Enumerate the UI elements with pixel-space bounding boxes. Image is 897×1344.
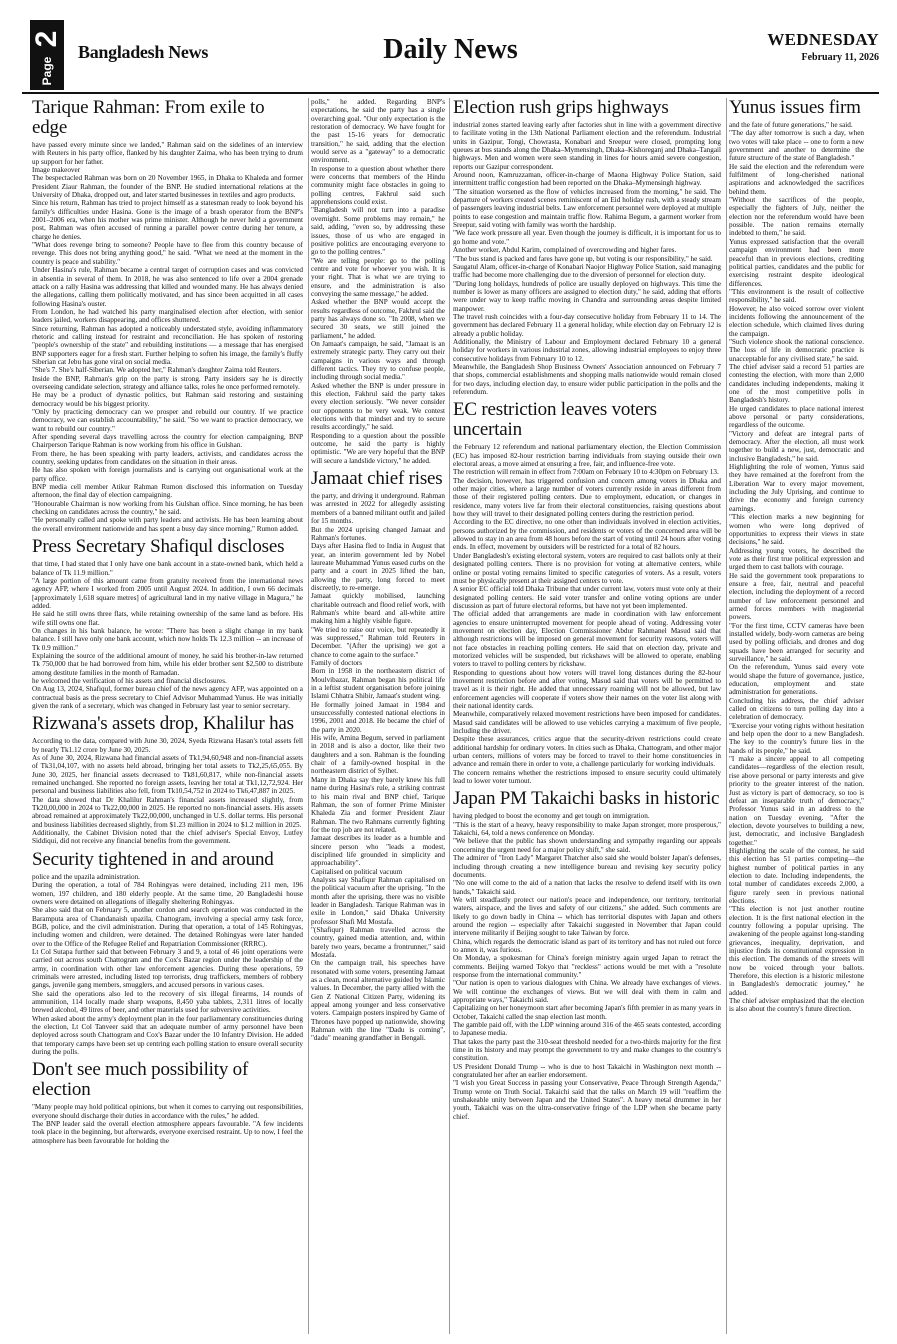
column-divider [726,98,727,1334]
article-paragraph: The decision, however, has triggered confusion and concern among voters in Dhaka and other major cities, where a large number of voters currently reside in areas different from those of their registered polling centers. Due to employment, education, or changes in residence, many voters live far from their electoral constituencies, raising questions about how they will travel to their designated polling centers during the restriction period. [453,476,721,519]
page-label: Page [40,56,54,86]
column-divider [449,98,450,1334]
article-paragraph: Since his return, Rahman has tried to project himself as a statesman ready to look beyond his family's difficulties under Hasina. Gone is the image of a brash operator from the BNP's 2001–2006 era, when his mother was prime minister. Although he never held a government post, Rahman was often accused of running a parallel power centre during her tenure, a charge he denies. [32,199,303,241]
article [32,98,303,533]
article-paragraph: Yunus expressed satisfaction that the overall campaign environment had been more peaceful than in previous elections, crediting political parties, candidates and the public for exercising restraint despite ideological differences. [729,237,864,288]
article-paragraph: Concluding his address, the chief adviser called on citizens to turn polling day into a celebration of democracy. [729,696,864,722]
article-paragraph: He said the government took preparations to ensure a free, fair, neutral and peaceful election, including the deployment of a record number of law enforcement personnel and armed forces members with magisterial powers. [729,571,864,622]
article-paragraph: Since returning, Rahman has adopted a noticeably understated style, avoiding inflammatory rhetoric and calling instead for restraint and reconciliation. He has spoken of restoring "people's ownership of the state" and rebuilding institutions — a message that has energised BNP supporters eager for a fresh start. Further helping to soften his image, the family's fluffy Siberian cat Jebu has gone viral on social media. [32,324,303,366]
dateline-date: February 11, 2026 [801,52,879,63]
newspaper-title: Daily News [383,34,518,65]
article-paragraph: The BNP leader said the overall election atmosphere appears favourable. "A few incidents took place in the beginning, but afterwards, everyone exercised restraint. Up to now, I feel the atmosphere has been favourable for holding the [32,1120,303,1145]
article-paragraph: Under Bangladesh's existing electoral system, voters are required to cast ballots only at their designated polling centers. There is no provision for voting at alternative centers, while online or postal voting remains limited to specific categories of voters. As a result, voters must be physically present at their assigned centers to vote. [453,551,721,585]
article-paragraph: and the fate of future generations," he said. [729,121,853,129]
article-paragraph: he welcomed the verification of his assets and financial disclosures. [32,676,227,685]
article-paragraph: "No one will come to the aid of a nation that lacks the resolve to defend itself with its own hands," Takaichi said. [453,879,721,896]
article-paragraph: "Without the sacrifices of the people, especially the fighters of July, neither the election nor the referendum would have been possible. The nation remains eternally indebted to them," he said. [729,196,864,238]
article [453,400,721,785]
article-paragraph: Another worker, Abdul Karim, complained of overcrowding and higher fares. [453,246,677,255]
article-paragraph: He said he still owns three flats, while retaining ownership of the same land as before. His wife still owns one flat. [32,610,303,627]
article-paragraph: That takes the party past the 310-seat threshold needed for a two-thirds majority for the first time in its history and may prompt the government to try and make changes to the country's constitution. [453,1037,721,1063]
article-paragraph: On the referendum, Yunus said every vote would shape the future of governance, justice, education, employment and state administration for generations. [729,663,864,697]
article-paragraph: "This election marks a new beginning for women who were long deprived of opportunities to express their views in state decisions," he said. [729,513,864,547]
brand-name: Bangladesh News [78,42,209,62]
article-paragraph: "The situation worsened as the flow of vehicles increased from the morning," he said. The departure of workers created scenes reminiscent of an Eid holiday rush, with a steady stream of passengers leaving industrial belts. Law enforcement personnel were deployed at multiple points to ease congestion and maintain traffic flow. Rahima Begum, a garment worker from Sreepur, said voting with family was worth the hardship. [453,187,721,230]
article-paragraph: "Honourable Chairman is now working from his Gulshan office. Since morning, he has been checking on candidates across the country," he said. [32,499,303,517]
article-paragraph: According to the data, compared with June 30, 2024, Syeda Rizwana Hasan's total assets fell by nearly Tk1.12 crore by June 30, 2025. [32,737,303,754]
article-paragraph: "For the first time, CCTV cameras have been installed widely, body-worn cameras are being used by polling officials, and drones and dog squads have been arranged for security and surveillance," he said. [729,621,864,663]
article-paragraph: However, he also voiced sorrow over violent incidents following the announcement of the election schedule, which claimed lives during the campaign. [729,304,864,338]
article-paragraph: On Aug 13, 2024, Shafiqul, former bureau chief of the news agency AFP, was appointed on a contractual basis as the press secretary to Chief Advisor Muhammad Yunus. He was initially given the rank of a secretary, which was changed in February last year to senior secretary. [32,685,303,710]
article-paragraph: the party, and driving it underground. Rahman was arrested in 2022 for allegedly assisting members of a banned militant outfit and jailed for 15 months. [311,492,445,526]
article-headline: Press Secretary Shafiqul discloses [32,536,285,558]
article-paragraph: The official added that arrangements are made in coordination with law enforcement agencies to ensure uninterrupted movement for people ahead of voting. Addressing voter movement on election day, Election Commissioner Abdur Rahmanel Masud said that although restrictions will be imposed on general movement for security reasons, voters will not face obstacles in reaching polling centers. He said that on election day, private and motorized vehicles will be suspended, but rickshaws will be allowed to operate, enabling voters to travel to polling centers by rickshaw. [453,610,721,669]
article-paragraph: "We tried to raise our voice, but repeatedly it was suppressed," Rahman told Reuters in December. "(After the uprising) we got a chance to come again to the surface." [311,625,445,659]
masthead-rule [22,92,879,94]
article-headline: Security tightened in and around [32,848,274,870]
column-4 [729,98,864,1336]
article-headline: Japan PM Takaichi basks in historic [453,788,720,810]
article-paragraph: Responding to questions about how voters will travel long distances during the 82-hour movement restriction before and after voting, Masud said that voters will be permitted to travel as it is their right. He added that unnecessary roaming will not be allowed, but law enforcement agencies will cooperate if voters show their names on the voter list along with their national identity cards. [453,668,721,710]
article-paragraph: "We are telling people: go to the polling centre and vote for whoever you wish. It is your right. That is what we are trying to ensure, and the administration is also conveying the same message," he added. [311,256,445,298]
article-paragraph: "Only by practicing democracy can we prosper and rebuild our country. If we practice democracy, we can establish accountability," he said. "So we want to practice democracy, we want to rebuild our country." [32,408,303,433]
article-paragraph: Jamaat quickly mobilised, launching charitable outreach and flood relief work, with Rahman's white beard and all-white attire making him a highly visible figure. [311,592,445,626]
article-paragraph: The data showed that Dr Khalilur Rahman's financial assets increased slightly, from Tk20,00,000 in 2024 to Tk22,00,000 in 2025. He reported no non-financial assets. His assets abroad remained at approximately Tk22,00,000, unchanged in U.S. dollar terms. His personal and business liabilities decreased slightly, from $1.23 million in 2024 to $1.2 million in 2025. [32,795,303,829]
article-paragraph: "The day after tomorrow is such a day, when two votes will take place -- one to form a new government and another to determine the future structure of the state of Bangladesh." [729,129,864,163]
article-paragraph: Born in 1958 in the northeastern district of Moulvibazar, Rahman began his political life in a leftist student organisation before joining Islami Chhatra Shibir, Jamaat's student wing. [311,667,445,701]
article-paragraph: "Many people may hold political opinions, but when it comes to carrying out responsibilities, everyone should discharge their duties in accordance with the rules," he added. [32,1103,303,1120]
article-paragraph: From there, he has been speaking with party leaders, activists, and candidates across the country, seeking updates from candidates on the situation in their areas. [32,449,303,467]
article-paragraph: According to the EC directive, no one other than individuals involved in election activities, persons authorized by the commission, and residents or voters of the concerned area will be allowed to stay in an area from 48 hours before the start of voting until 24 hours after voting ends. In effect, movement by outsiders will be restricted for a total of 82 hours. [453,518,721,552]
article-paragraph: The admirer of "Iron Lady" Margaret Thatcher also said she would bolster Japan's defenses, including through creating a new intelligence bureau and revising key security policy documents. [453,854,721,879]
article-paragraph: The bespectacled Rahman was born on 20 November 1965, in Dhaka to Khaleda and former President Ziaur Rahman, the founder of the BNP. He studied international relations at the University of Dhaka, dropped out, and later started businesses in textiles and agro products. [32,174,303,200]
article-paragraph: "Bangladesh will not turn into a paradise overnight. Some problems may remain," he said, adding, "even so, by addressing these issues, those of us who are engaged in positive politics are encouraging everyone to go to the polling centres." [311,206,445,257]
article-paragraph: "I wish you Great Success in passing your Conservative, Peace Through Strength Agenda," Trump wrote on Truth Social. Takaichi said that the talks on March 19 will "reaffirm the unshakeable unity between Japan and the United States". A heavy metal drummer in her youth, Takaichi was on the ultra-conservative fringe of the LDP when she became party chief. [453,1079,721,1121]
article-paragraph: The gamble paid off, with the LDP winning around 316 of the 465 seats contested, according to Japanese media. [453,1021,721,1038]
article [311,98,445,465]
article-paragraph: Asked whether the BNP would accept the results regardless of outcome, Fakhrul said the party has always done so. "In 2008, when we secured 30 seats, we still joined the parliament," he added. [311,298,445,340]
dateline [767,30,879,63]
article-paragraph: During the operation, a total of 784 Rohingyas were detained, including 211 men, 196 women, 197 children, and 180 elderly people. At the same time, 20 Bangladeshi house owners were detained on allegations of illegally sheltering Rohingyas. [32,881,303,906]
article-paragraph: "Victory and defeat are integral parts of democracy. After the election, all must work together to build a new, just, democratic and inclusive Bangladesh," he said. [729,429,864,463]
article-headline: Jamaat chief rises [311,468,443,490]
page-number: 2 [30,30,63,48]
article-paragraph: "I make a sincere appeal to all competing candidates—regardless of the election result, rise above personal or party interests and give priority to the greater interest of the nation. Just as victory is part of democracy, so too is defeat an inseparable truth of democracy," Professor Yunus said in an address to the nation on Tuesday evening. "After the election, devote yourselves to building a new, just, democratic, and inclusive Bangladesh together." [729,755,864,847]
article-paragraph: "He personally called and spoke with party leaders and activists. He has been learning about the overall environment nationwide and has spent a busy day since morning," Rumon added. [32,516,303,533]
article-paragraph: In response to a question about whether there were concerns that members of the Hindu community might face obstacles in going to polling centres, Fakhrul said such apprehensions could exist. [311,164,445,207]
article-paragraph: On changes in his bank balance, he wrote: "There has been a slight change in my bank balance. I still have only one bank account, which now holds Tk 12.3 million -- an increase of Tk 0.9 million." [32,626,303,652]
article-paragraph: "This environment is the result of collective responsibility," he said. [729,287,864,305]
article-paragraph: She also said that on February 5, another cordon and search operation was conducted in the Baramputa area of Chandanaish upazila, Chattogram, involving a special army task force, BGB, police, and the civil administration. During that operation, a total of 145 Rohingyas, including women and children, were detained. The detained Rohingyas were later handed over to the Office of the Refugee Relief and Repatriation Commissioner (RRRC). [32,906,303,948]
article-paragraph: Image makeover [32,166,81,175]
article-paragraph: Many in Dhaka say they barely knew his full name during Hasina's rule, a striking contrast to his main rival and BNP chief, Tarique Rahman, the son of former Prime Minister Khaleda Zia and former President Ziaur Rahman. The two Rahmans currently fighting for the top job are not related. [311,775,445,834]
article-paragraph: "A large portion of this amount came from gratuity received from the international news agency AFP, where I worked from 2005 until August 2024. In addition, I own 66 decimals [approximately 1,618 square metres] of agricultural land in my native village in Magura," he added. [32,576,303,610]
article-paragraph: From London, he had watched his party marginalised election after election, with senior leaders jailed, workers disappearing, and offices shuttered. [32,307,303,325]
article-paragraph: He urged candidates to place national interest above personal or party considerations, regardless of the outcome. [729,404,864,430]
article-paragraph: We will steadfastly protect our nation's peace and independence, our territory, territorial waters, airspace, and the lives and safety of our citizens," she added. Such comments are likely to go down badly in China -- which has territorial disputes with Japan and others around the region -- especially after Takaichi suggested in November that Japan could intervene militarily if Beijing sought to take Taiwan by force. [453,895,721,938]
article-paragraph: Additionally, the Ministry of Labour and Employment declared February 10 a general holiday for workers in various industrial zones, allowing industrial employees to enjoy three consecutive holidays from February 10 to 12. [453,337,721,363]
article-headline: Rizwana's assets drop, Khalilur has [32,713,294,735]
article-paragraph: The concern remains whether the restrictions imposed to ensure security could ultimately lead to lower voter turnout. [453,768,721,786]
article [32,714,303,845]
article-paragraph: "This election is not just another routine election. It is the first national election in the country following a popular uprising. The awakening of the people against long-standing grievances, inequality, deprivation, and injustice finds its constitutional expression in this election. The demands of the streets will now be voiced through your ballots. Therefore, this election is a historic milestone in Bangladesh's democratic journey," he added. [729,905,864,997]
article-paragraph: As of June 30, 2024, Rizwana had financial assets of Tk1,94,60,948 and non-financial assets of Tk31,04,107, with no assets held abroad, bringing her total assets to Tk2,25,65,055. By June 30, 2025, her financial assets decreased to Tk81,60,817, while non-financial assets remained unchanged. She reported no foreign assets, leaving her total at Tk1,12,72,924. Her personal and business liabilities also fell, from Tk10,54,752 in 2024 to Tk6,47,887 in 2025. [32,754,303,796]
article-headline: Yunus issues firm [729,98,861,118]
article-headline: EC restriction leaves voters uncertain [453,399,657,441]
article-paragraph: The travel rush coincides with a four-day consecutive holiday from February 11 to 14. The government has declared February 11 a general holiday, while election day on February 12 is already a public holiday. [453,312,721,338]
article-paragraph: "We believe that the public has shown understanding and sympathy regarding our appeals concerning the urgent need for a major policy shift," she said. [453,837,721,854]
article-paragraph: "The bus stand is packed and fares have gone up, but voting is our responsibility," he said. [453,254,713,263]
article-paragraph: BNP media cell member Atikur Rahman Rumon disclosed this information on Tuesday afternoon, the final day of election campaigning. [32,483,303,500]
article-paragraph: Highlighting the scale of the contest, he said this election has 51 parties competing—the highest number of political parties in any election to date. Including independents, the total number of candidates exceeds 2,000, a figure rarely seen in previous national elections. [729,846,864,905]
article-paragraph: On the campaign trail, his speeches have resonated with some voters, presenting Jamaat as a clean, moral alternative guided by Islamic values. In December, the party allied with the Gen Z National Citizen Party, widening its appeal among younger and less conservative voters. Campaign posters inspired by Game of Thrones have popped up nationwide, showing Rahman with the line "Dadu is coming", "dadu" meaning grandfather in Bengali. [311,959,445,1043]
article-paragraph: "We face work pressure all year. Even though the journey is difficult, it is important for us to go home and vote." [453,229,721,246]
article-paragraph: Additionally, the Cabinet Division noted that the chief adviser's Special Envoy, Lutfey Siddiqui, did not receive any financial benefits from the government. [32,829,303,846]
article-paragraph: Asked whether the BNP is under pressure in this election, Fakhrul said the party takes every election seriously. "We never consider our opponents to be very weak. We contest elections with that mindset and try to secure results accordingly," he said. [311,381,445,432]
article-paragraph: He formally joined Jamaat in 1984 and unsuccessfully contested national elections in 1996, 2001 and 2018. He became the chief of the party in 2020. [311,700,445,734]
article-paragraph: Saugatul Alam, officer-in-charge of Konabari Naojor Highway Police Station, said managing traffic had become more challenging due to the diversion of personnel for election duty. [453,262,721,280]
article-paragraph: He may be a product of dynastic politics, but Rahman said restoring and sustaining democracy would be his biggest priority. [32,391,303,408]
article-paragraph: "(Shafiqur) Rahman travelled across the country, gained media attention, and, within barely two years, became a frontrunner," said Mostafa. [311,926,445,960]
article [32,850,303,1057]
article-paragraph: Under Hasina's rule, Rahman became a central target of corruption cases and was convicted in absentia in several of them. In 2018, he was also sentenced to life over a 2004 grenade attack on a rally Hasina was addressing that killed and wounded many. He has always denied the allegations, calling them politically motivated, and has since been acquitted in all cases following Hasina's ouster. [32,266,303,308]
article [311,469,445,1043]
article-paragraph: Around noon, Kamruzzaman, officer-in-charge of Maona Highway Police Station, said intermittent traffic congestion had been reported on the Dhaka–Mymensingh highway. [453,171,721,188]
article-paragraph: When asked about the army's deployment plan in the four parliamentary constituencies during the election, Lt Col Tanveer said that an adequate number of army personnel have been deployed across south Chattogram and Cox's Bazar under the 10 Infantry Division. He added that temporary camps have been set up centring each polling station to ensure overall security during the polls. [32,1014,303,1057]
article-paragraph: Jamaat describes its leader as a humble and sincere person who "leads a modest, disciplined life grounded in simplicity and approachability". [311,834,445,868]
article-headline: Don't see much possibility of election [32,1059,249,1101]
article-paragraph: On Monday, a spokesman for China's foreign ministry again urged Japan to retract the comments. Beijing warned Tokyo that "reckless" actions would be met with a "resolute response from the international community." [453,954,721,979]
article-paragraph: having pledged to boost the economy and get tough on immigration. [453,812,650,821]
article-paragraph: The restriction will remain in effect from 7:00am on February 10 to 4:30pm on February 13. [453,468,719,477]
article-paragraph: police and the upazila administration. [32,872,140,881]
article-paragraph: Addressing young voters, he described the vote as their first true political expression and urged them to cast ballots with courage. [729,546,864,572]
article-paragraph: have passed every minute since we landed," Rahman said on the sidelines of an interview with Reuters in his party office, flanked by his daughter Zaima, who has been trying to drum up support for her father. [32,141,303,166]
article-paragraph: "During long holidays, hundreds of police are usually deployed on highways. This time the number is lower as many officers are assigned to election duty," he said, adding that efforts were under way to keep traffic moving in Chandra and surrounding areas despite limited manpower. [453,279,721,313]
article [453,789,721,1121]
article-paragraph: The chief adviser said a record 51 parties are contesting the election, with more than 2,000 candidates including independents, making it one of the most competitive polls in Bangladesh's history. [729,362,864,405]
article-paragraph: Capitalizing on her honeymoon start after becoming Japan's fifth premier in as many years in October, Takaichi called the snap election last month. [453,1004,721,1021]
article-paragraph: Days after Hasina fled to India in August that year, an interim government led by Nobel laureate Muhammad Yunus eased curbs on the party and a court in 2025 lifted the ban, allowing the party, long forced to meet discreetly, to re-emerge. [311,542,445,592]
article-paragraph: Analysts say Shafiqur Rahman capitalised on the political vacuum after the uprising. "In the month after the uprising, there was no visible leader in Bangladesh. Tarique Rahman was in exile in London," said Dhaka University professor Shafi Md Mostafa. [311,875,445,926]
column-3 [453,98,721,1336]
article-paragraph: He has also spoken with foreign journalists and is carrying out organisational work at the party office. [32,466,303,483]
article-paragraph: He said the election and the referendum were fulfilment of long-cherished national aspirations and acknowledged the sacrifices behind them. [729,162,864,196]
article-paragraph: Despite these assurances, critics argue that the security-driven restrictions could create additional hardship for ordinary voters. In cities such as Dhaka, Chattogram, and other major urban centers, millions of voters may be forced to travel to their home constituencies in advance and remain there in order to vote, a challenge particularly for working individuals. [453,735,721,769]
article-paragraph: US President Donald Trump -- who is due to host Takaichi in Washington next month -- congratulated her after an earlier endorsement. [453,1062,721,1080]
article-paragraph: China, which regards the democratic island as part of its territory and has not ruled out force to annex it, was furious. [453,937,721,954]
article-paragraph: that time, I had stated that I only have one bank account in a state-owned bank, which held a balance of Tk 11.9 million." [32,560,303,577]
article-paragraph: "Exercise your voting rights without hesitation and help open the door to a new Bangladesh. The key to the country's future lies in the hands of its people," he said. [729,721,864,755]
article [453,98,721,396]
article-paragraph: "Such violence shook the national conscience. The loss of life in democratic practice is unacceptable for any civilised state," he said. [729,337,864,363]
article-paragraph: "Our nation is open to various dialogues with China. We already have exchanges of views. We will continue the exchanges of views. But we will deal with them in calm and appropriate ways," Takaichi said. [453,979,721,1004]
article [32,537,303,710]
masthead [22,20,879,90]
column-divider [308,98,309,1334]
article-paragraph: "What does revenge bring to someone? People have to flee from this country because of revenge. This does not bring anything good," he said. "What we need at the moment in the country is peace and stability." [32,241,303,266]
article-paragraph: The chief adviser emphasized that the election is also about the country's future direction. [729,997,864,1014]
article-paragraph: Family of doctors [311,659,363,667]
article-paragraph: Highlighting the role of women, Yunus said they have remained at the forefront from the Liberation War to every major movement, including the July Uprising, and continue to drive the economy and foreign currency earnings. [729,463,864,513]
article-headline: Tarique Rahman: From exile to edge [32,98,265,138]
article-paragraph: Capitalised on political vacuum [311,867,403,876]
article-paragraph: Inside the BNP, Rahman's grip on the party is strong. Party insiders say he is directly overseeing candidate selection, strategy and alliance talks, roles he once performed remotely. [32,374,303,391]
article-paragraph: After spending several days travelling across the country for election campaigning, BNP Chairperson Tarique Rahman is now working from his office in Gulshan. [32,433,303,450]
article [729,98,864,1014]
article-paragraph: "She's 7. She's half-Siberian. We adopted her," Rahman's daughter Zaima told Reuters. [32,366,282,375]
article-paragraph: His wife, Amina Begum, served in parliament in 2018 and is also a doctor, like their two daughters and a son. Rahman is the founding chair of a family-owned hospital in the northeastern district of Sylhet. [311,734,445,776]
article-paragraph: Meanwhile, comparatively relaxed movement restrictions have been imposed for candidates. Masud said candidates will be allowed to use vehicles carrying a maximum of five people, including the driver. [453,710,721,736]
article-paragraph: the February 12 referendum and national parliamentary election, the Election Commission (EC) has imposed 82-hour restriction barring individuals from staying outside their own electoral areas, a move aimed at ensuring a free, fair, and influence-free vote. [453,443,721,469]
article-paragraph: But the 2024 uprising changed Jamaat and Rahman's fortunes. [311,525,445,542]
article-paragraph: polls," he added. Regarding BNP's expectations, he said the party has a single overarching goal. "Our only expectation is the restoration of democracy. We have fought for the past 15-16 years for democratic transition," he said, adding that the election would serve as a "gateway" to a democratic environment. [311,98,445,165]
article [32,1060,303,1145]
column-2 [311,98,445,1336]
dateline-day: WEDNESDAY [767,30,879,49]
article-paragraph: "This is the start of a heavy, heavy responsibility to make Japan stronger, more prosperous," Takaichi, 64, told a news conference on Monday. [453,820,721,838]
article-paragraph: She said the operations also led to the recovery of six illegal firearms, 14 rounds of ammunition, 114 locally made sharp weapons, 8,450 yaba tablets, 2,311 litres of locally brewed alcohol, 49 litres of beer, and other materials used for subversive activities. [32,989,303,1015]
article-headline: Election rush grips highways [453,98,669,118]
article-paragraph: Explaining the source of the additional amount of money, he said his brother-in-law returned Tk 750,000 that he had borrowed from him, while his elder brother sent $2,500 to distribute among destitute families in the month of Ramadan. [32,651,303,677]
column-1 [32,98,303,1336]
article-paragraph: industrial zones started leaving early after factories shut in line with a government directive to facilitate voting in the 13th National Parliament election and the referendum. Industrial units in Gazipur, Tongi, Chowrasta, Konabari and Sreepur were closed, prompting long queues at bus stands along the Dhaka–Mymensingh, Dhaka–Kishoreganj and Dhaka–Tangail highways. Men and women were seen standing in lines for hours amid severe congestion, reports our Gazipur correspondent. [453,121,721,171]
article-paragraph: Responding to a question about the possible outcome, he said the party is highly optimistic. "We are very hopeful that the BNP will secure a landslide victory," he added. [311,431,445,465]
article-paragraph: A senior EC official told Dhaka Tribune that under current law, voters must vote only at their designated polling centers. He said voter transfer and online voting options are under discussion as part of future electoral reforms, but have not yet been implemented. [453,585,721,610]
article-paragraph: Meanwhile, the Bangladesh Shop Business Owners' Association announced on February 7 that shops, commercial establishments and shopping malls nationwide would remain closed for two days, including election day, to ensure wider public participation in the polls and the referendum. [453,362,721,396]
article-paragraph: Lt Col Sutapa further said that between February 3 and 9, a total of 46 joint operations were carried out across south Chattogram and the Cox's Bazar region under the leadership of the army, in coordination with other law enforcement agencies. During these operations, 59 criminals were arrested, including listed top terrorists, drug traffickers, members of robbery gangs, juvenile gang members, smugglers, and accused persons in various cases. [32,947,303,990]
article-paragraph: On Jamaat's campaign, he said, "Jamaat is an extremely strategic party. They carry out their campaigns in various ways and through different tactics. They try to confuse people, including through social media." [311,339,445,382]
